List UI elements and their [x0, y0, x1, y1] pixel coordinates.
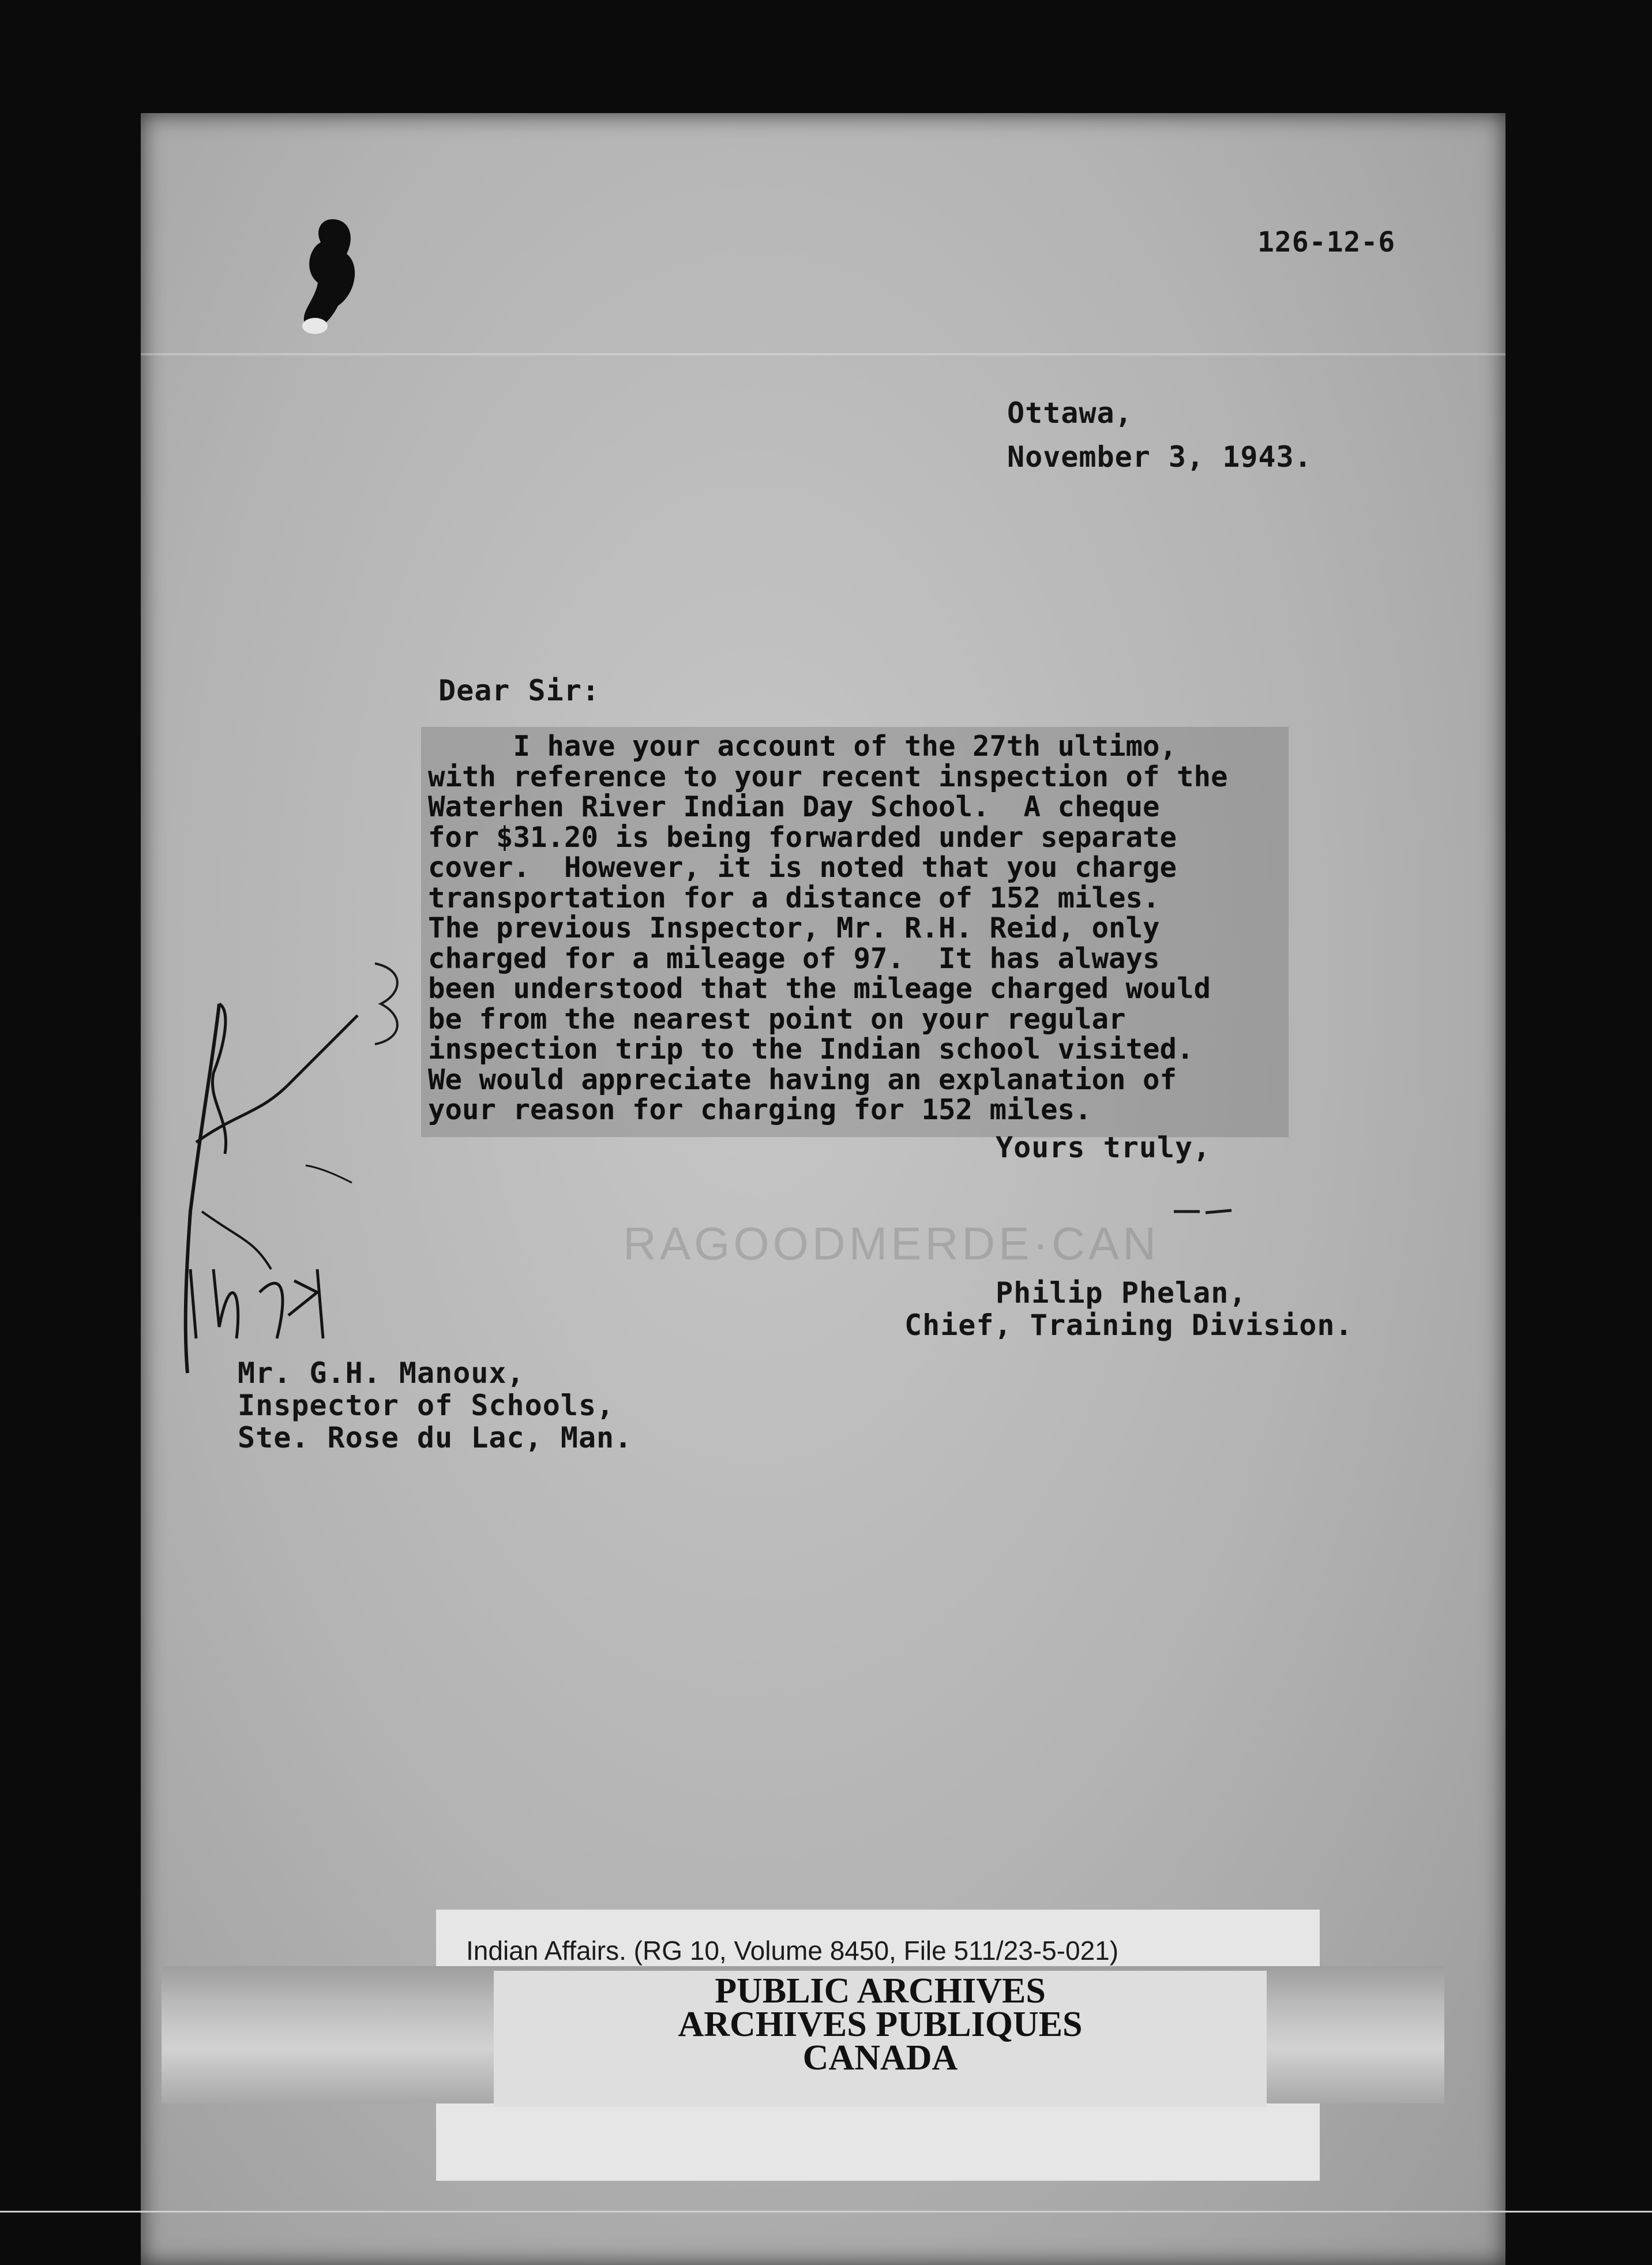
recipient-line: Inspector of Schools, [238, 1389, 615, 1422]
dateline [1007, 391, 1312, 479]
body-line: be from the nearest point on your regular [428, 1002, 1126, 1036]
signatory-name: Philip Phelan, [996, 1276, 1247, 1310]
handwritten-annotation [167, 969, 410, 1396]
body-line: transportation for a distance of 152 miles. [428, 881, 1160, 914]
stamp-line: ARCHIVES PUBLIQUES [678, 2005, 1083, 2044]
body-line: charged for a mileage of 97. It has always [428, 942, 1160, 975]
film-edge-line [0, 2211, 1652, 2212]
body-line: The previous Inspector, Mr. R.H. Reid, only [428, 912, 1160, 944]
body-line: with reference to your recent inspection of the [428, 760, 1228, 793]
body-line: We would appreciate having an explanation of [428, 1063, 1177, 1096]
signatory-title: Chief, Training Division. [904, 1308, 1353, 1342]
recipient-line: Ste. Rose du Lac, Man. [238, 1421, 633, 1454]
stamp-line: PUBLIC ARCHIVES [715, 1971, 1046, 2011]
place-line: Ottawa, [1007, 396, 1133, 430]
archive-citation: Indian Affairs. (RG 10, Volume 8450, File 511/23-5-021) [466, 1936, 1119, 1966]
date-line: November 3, 1943. [1007, 440, 1312, 474]
body-line: cover. However, it is noted that you charge [428, 851, 1177, 884]
archive-stamp [494, 1971, 1267, 2078]
body-line: for $31.20 is being forwarded under separate [428, 820, 1177, 854]
watermark-ghost: RAGOODMERDE·CAN [623, 1218, 1160, 1269]
pen-mark [1171, 1206, 1234, 1217]
recipient-line: Mr. G.H. Manoux, [238, 1356, 525, 1390]
closing: Yours truly, [996, 1131, 1211, 1164]
body-line: been understood that the mileage charged would [428, 972, 1211, 1005]
file-reference: 126-12-6 [1257, 226, 1396, 258]
fold-line [141, 353, 1505, 355]
stamp-line: CANADA [802, 2038, 958, 2078]
body-line: Waterhen River Indian Day School. A cheque [428, 790, 1160, 823]
body-line: inspection trip to the Indian school visited. [428, 1033, 1194, 1066]
ink-blot [298, 213, 367, 340]
letter-body [421, 727, 1289, 1137]
salutation: Dear Sir: [438, 674, 600, 707]
body-line: your reason for charging for 152 miles. [428, 1093, 1092, 1126]
body-line: I have your account of the 27th ultimo, [428, 730, 1177, 763]
